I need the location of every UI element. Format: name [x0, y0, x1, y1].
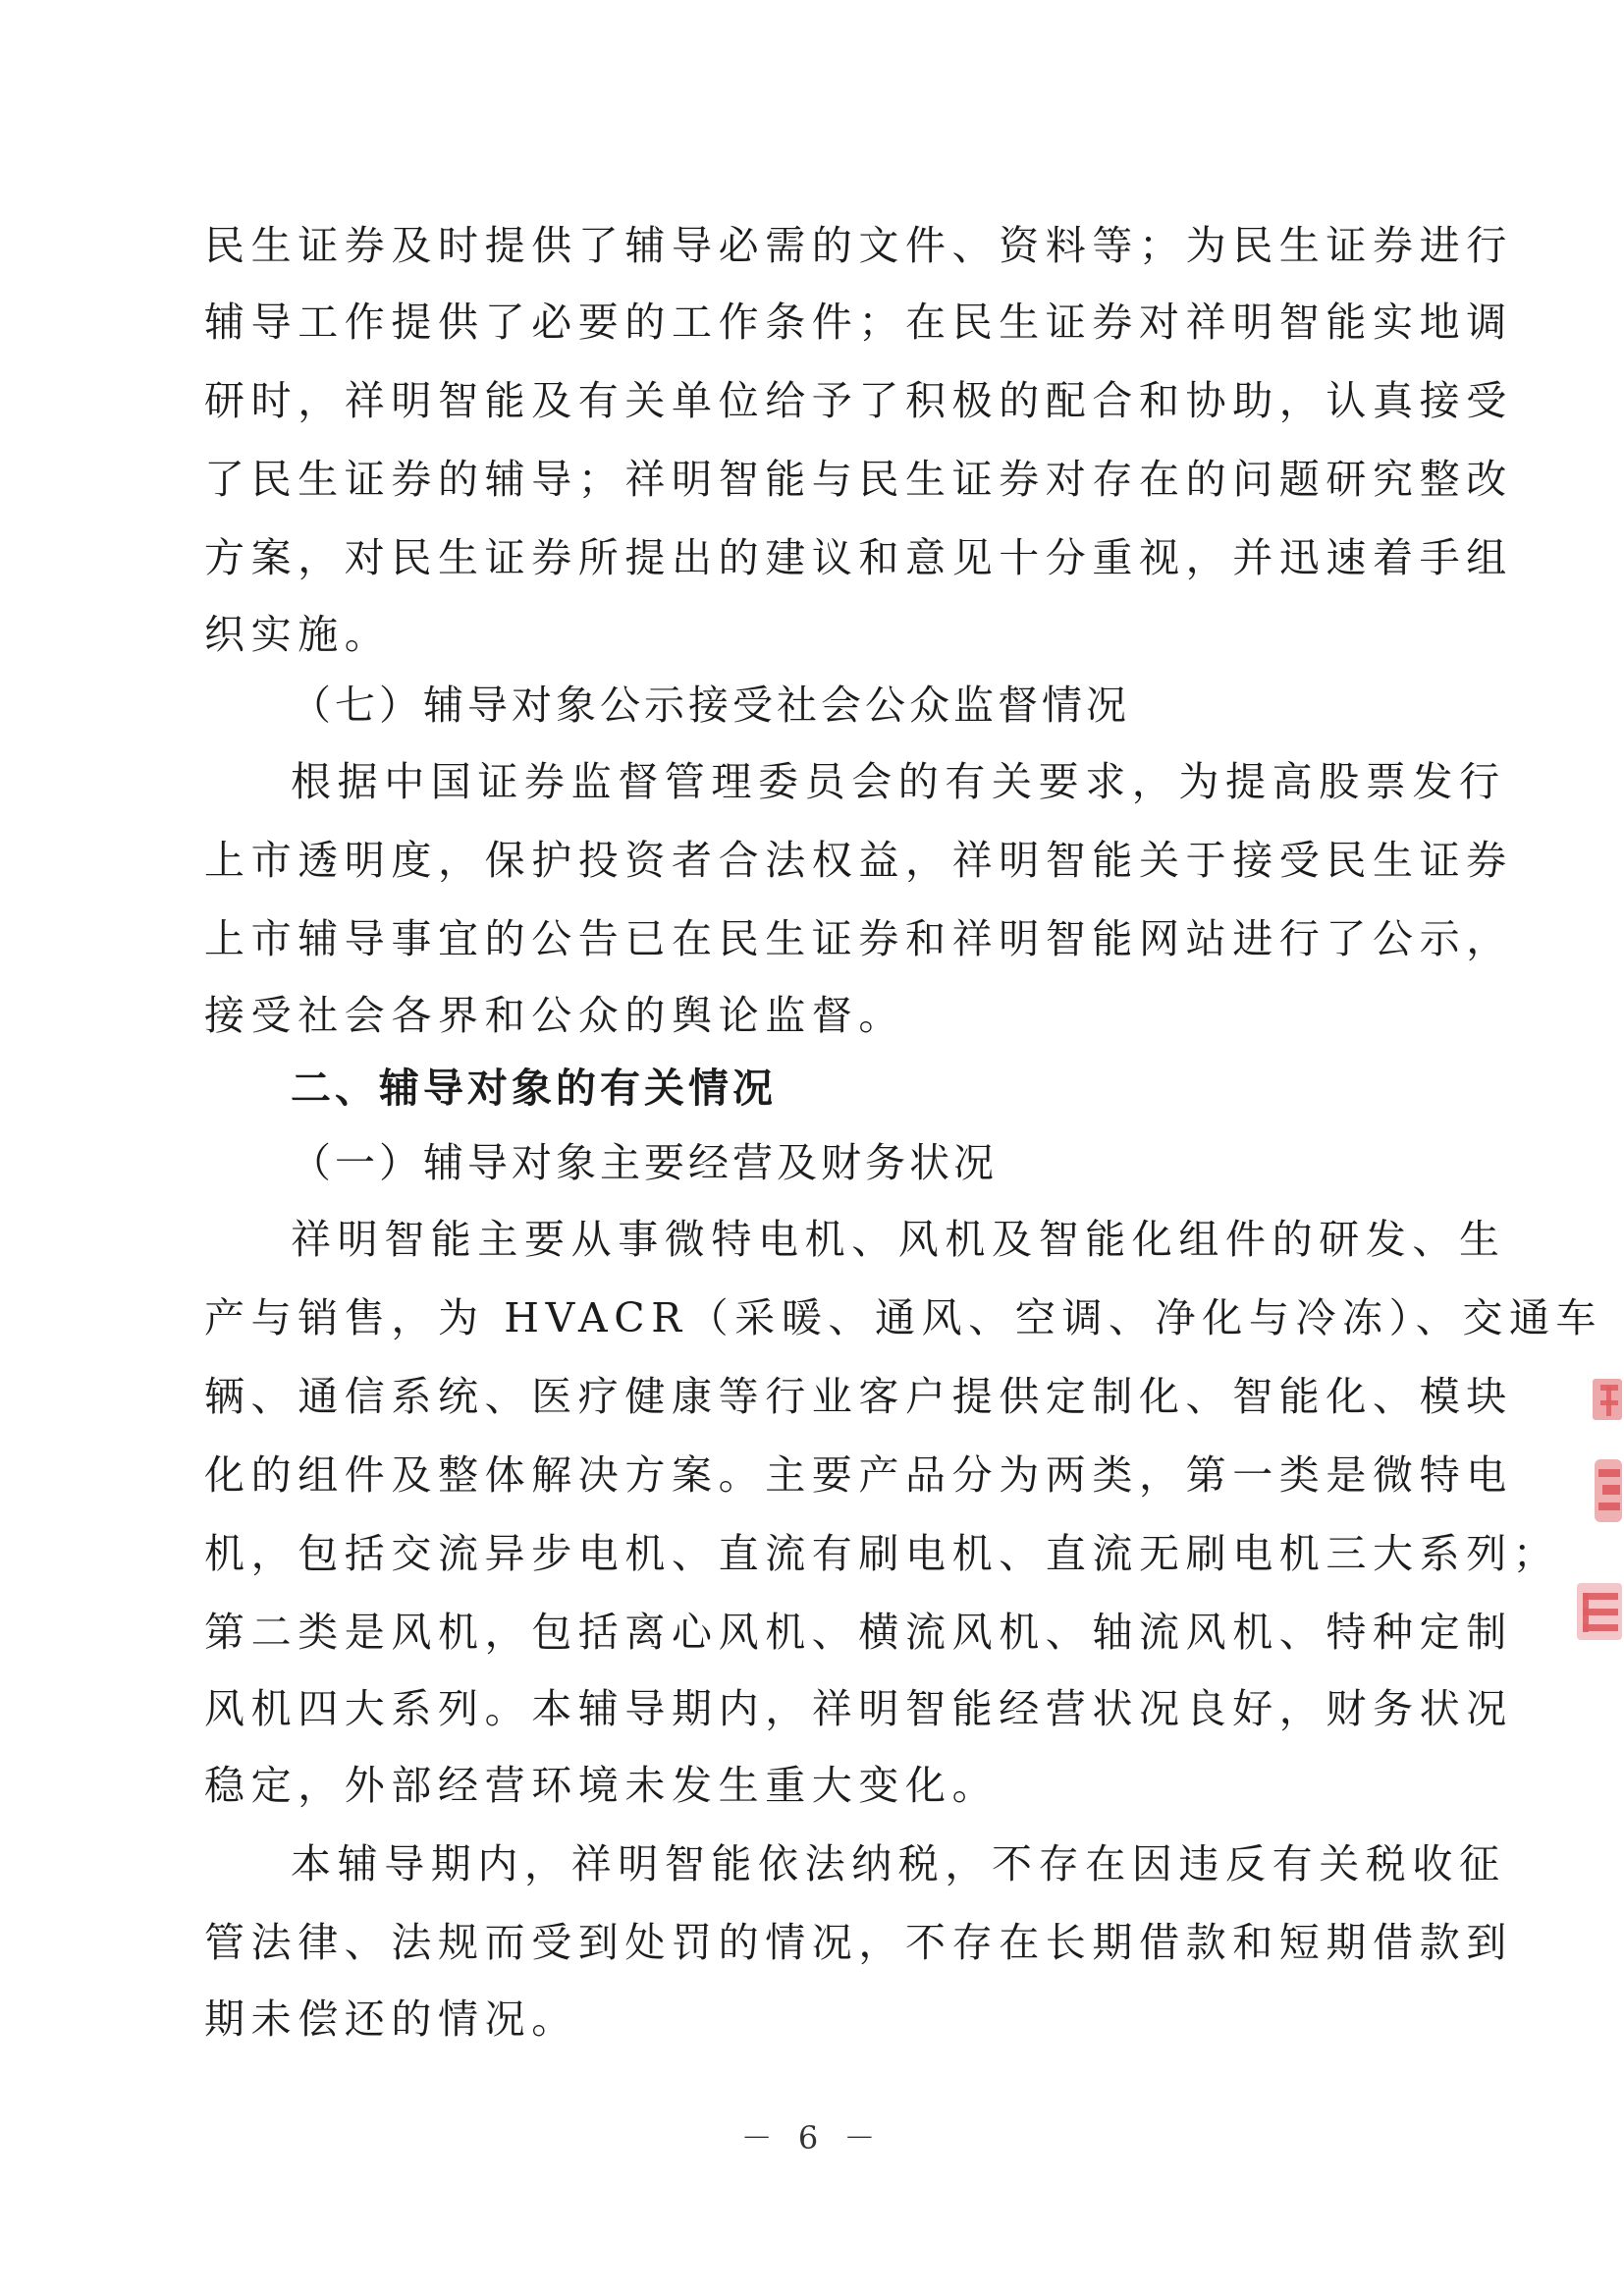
page-number: － 6 － — [740, 2119, 884, 2157]
paragraph-line: 民生证券及时提供了辅导必需的文件、资料等；为民生证券进行 — [204, 222, 1513, 269]
section-heading: 二、辅导对象的有关情况 — [291, 1065, 777, 1112]
paragraph-line: 上市透明度，保护投资者合法权益，祥明智能关于接受民生证券 — [204, 837, 1513, 884]
paragraph-line: 了民生证券的辅导；祥明智能与民生证券对存在的问题研究整改 — [204, 456, 1513, 503]
paragraph-line: 辆、通信系统、医疗健康等行业客户提供定制化、智能化、模块 — [204, 1373, 1513, 1420]
paragraph-line: 织实施。 — [204, 611, 392, 658]
paragraph-first-line: 根据中国证券监督管理委员会的有关要求，为提高股票发行 — [291, 758, 1506, 805]
paragraph-first-line: 本辅导期内，祥明智能依法纳税，不存在因违反有关税收征 — [291, 1840, 1506, 1887]
paragraph-line: 上市辅导事宜的公告已在民生证券和祥明智能网站进行了公示， — [204, 915, 1513, 962]
paragraph-first-line: 祥明智能主要从事微特电机、风机及智能化组件的研发、生 — [291, 1216, 1506, 1263]
paragraph-line: 管法律、法规而受到处罚的情况，不存在长期借款和短期借款到 — [204, 1919, 1513, 1966]
paragraph-line: 机，包括交流异步电机、直流有刷电机、直流无刷电机三大系列； — [204, 1530, 1560, 1577]
paragraph-line: 第二类是风机，包括离心风机、横流风机、轴流风机、特种定制 — [204, 1609, 1513, 1656]
paragraph-line: 接受社会各界和公众的舆论监督。 — [204, 992, 905, 1039]
paragraph-line: 期未偿还的情况。 — [204, 1995, 578, 2043]
paragraph-line: 方案，对民生证券所提出的建议和意见十分重视，并迅速着手组 — [204, 534, 1513, 581]
seal-stamp-fragment — [1571, 1375, 1624, 1689]
subsection-heading: （一）辅导对象主要经营及财务状况 — [291, 1139, 998, 1186]
paragraph-line: 风机四大系列。本辅导期内，祥明智能经营状况良好，财务状况 — [204, 1685, 1513, 1732]
paragraph-line: 稳定，外部经营环境未发生重大变化。 — [204, 1762, 1000, 1809]
paragraph-line: 研时，祥明智能及有关单位给予了积极的配合和协助，认真接受 — [204, 377, 1513, 424]
subsection-heading: （七）辅导对象公示接受社会公众监督情况 — [291, 682, 1130, 729]
paragraph-line: 化的组件及整体解决方案。主要产品分为两类，第一类是微特电 — [204, 1451, 1513, 1499]
paragraph-line: 辅导工作提供了必要的工作条件；在民生证券对祥明智能实地调 — [204, 299, 1513, 346]
paragraph-line: 产与销售，为 HVACR（采暖、通风、空调、净化与冷冻）、交通车 — [204, 1294, 1603, 1341]
